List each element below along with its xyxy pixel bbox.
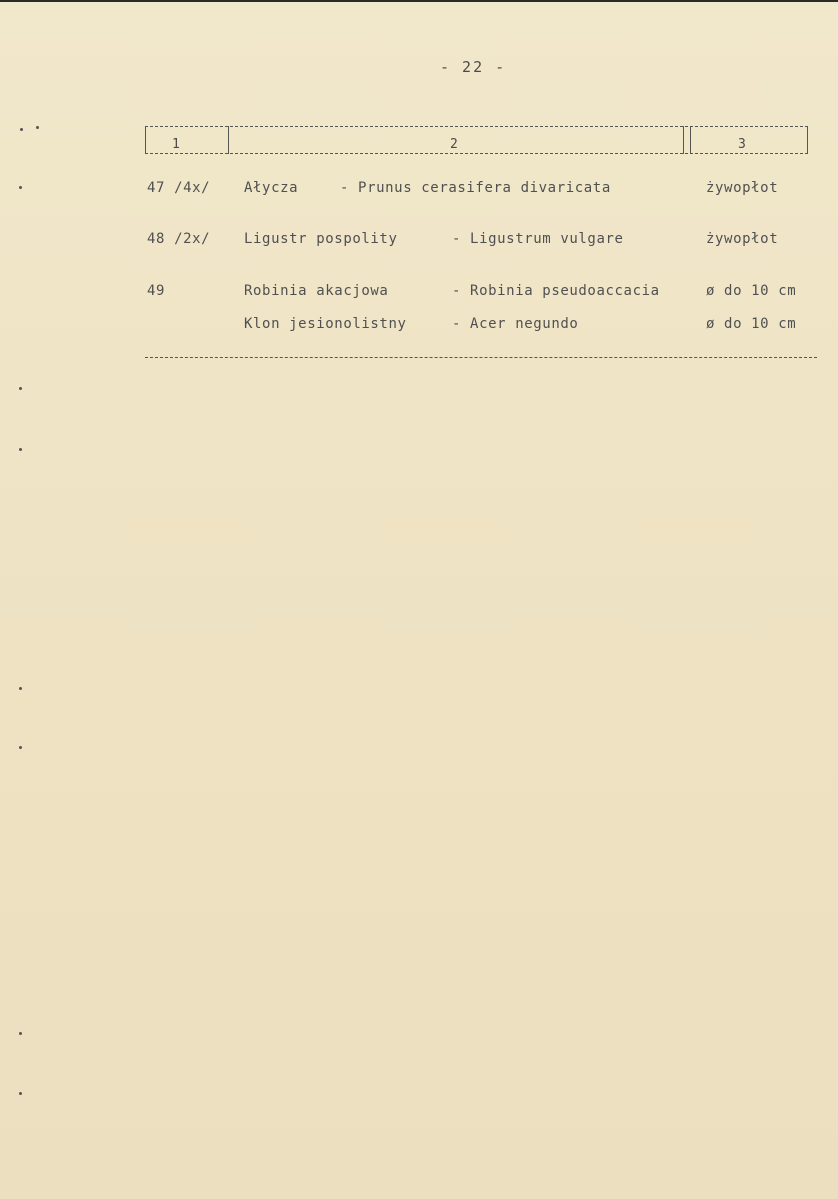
column-header-2: 2 [450,137,459,152]
planting-form: żywopłot [706,180,779,196]
margin-mark [20,128,23,131]
latin-name: - Prunus cerasifera divaricata [340,180,611,196]
column-header-1: 1 [172,137,181,152]
table-bottom-rule [145,357,817,358]
latin-name: - Robinia pseudoaccacia [452,283,660,299]
polish-name: Klon jesionolistny [244,316,407,332]
margin-mark [36,126,39,129]
page-number: - 22 - [440,58,507,76]
planting-form: żywopłot [706,231,779,247]
polish-name: Robinia akacjowa [244,283,389,299]
planting-form: ø do 10 cm [706,316,797,332]
header-bottom-rule [145,153,808,154]
row-number: 48 /2x/ [147,231,211,247]
margin-mark [19,1092,22,1095]
margin-mark [19,746,22,749]
polish-name: Ałycza [244,180,299,196]
header-divider [683,126,684,154]
margin-mark [19,448,22,451]
header-divider [228,126,229,154]
header-divider [807,126,808,154]
margin-mark [19,387,22,390]
row-number: 47 /4x/ [147,180,211,196]
header-top-rule [145,126,808,127]
polish-name: Ligustr pospolity [244,231,398,247]
planting-form: ø do 10 cm [706,283,797,299]
header-divider [690,126,691,154]
header-divider [145,126,146,154]
margin-mark [19,1032,22,1035]
latin-name: - Ligustrum vulgare [452,231,624,247]
margin-mark [19,186,22,189]
latin-name: - Acer negundo [452,316,579,332]
row-number: 49 [147,283,166,299]
margin-mark [19,687,22,690]
column-header-3: 3 [738,137,747,152]
